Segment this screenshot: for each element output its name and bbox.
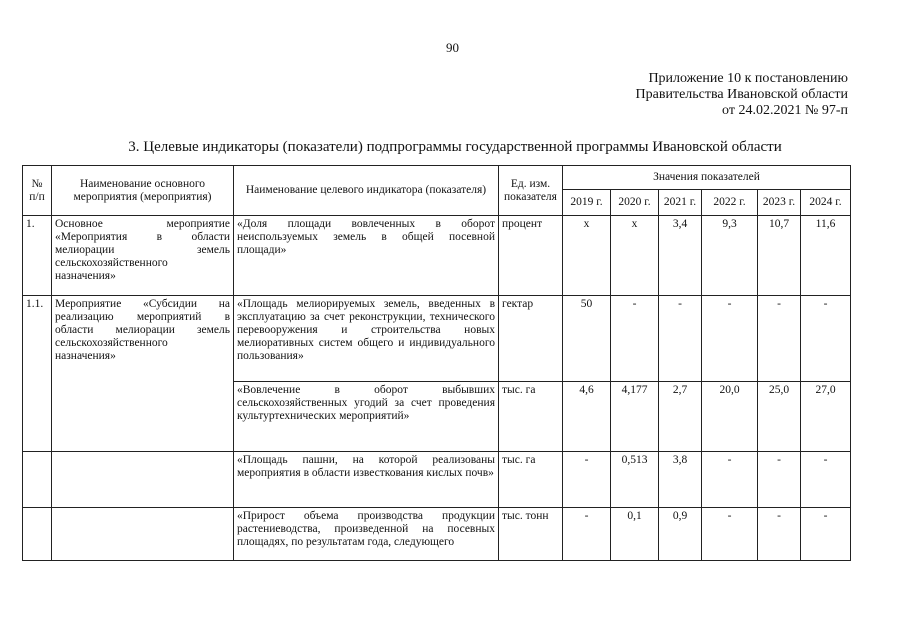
row-unit: тыс. га: [499, 452, 563, 508]
row-value: -: [758, 452, 801, 508]
header-event: Наименование основного мероприятия (мероприятия): [52, 166, 234, 216]
row-unit: процент: [499, 216, 563, 296]
row-value: -: [702, 452, 758, 508]
row-event: [52, 508, 234, 561]
header-indicator: Наименование целевого индикатора (показателя): [234, 166, 499, 216]
appendix-line-1: Приложение 10 к постановлению: [648, 71, 848, 86]
header-year: 2019 г.: [563, 190, 611, 216]
row-event: Мероприятие «Субсидии на реализацию мероприятий в области мелиорации земель сельскохозяйственного назначения»: [52, 296, 234, 452]
row-unit: гектар: [499, 296, 563, 382]
row-value: -: [611, 296, 659, 382]
row-event: Основное мероприятие «Мероприятия в области мелиорации земель сельскохозяйственного назначения»: [52, 216, 234, 296]
row-value: 4,177: [611, 382, 659, 452]
row-unit: тыс. тонн: [499, 508, 563, 561]
row-value: -: [563, 508, 611, 561]
header-year: 2020 г.: [611, 190, 659, 216]
section-title: 3. Целевые индикаторы (показатели) подпрограммы государственной программы Ивановской области: [128, 139, 782, 155]
row-unit: тыс. га: [499, 382, 563, 452]
header-year: 2024 г.: [801, 190, 851, 216]
row-value: -: [758, 508, 801, 561]
row-value: 0,513: [611, 452, 659, 508]
row-num: [23, 508, 52, 561]
row-value: х: [611, 216, 659, 296]
row-value: -: [563, 452, 611, 508]
row-value: 3,4: [659, 216, 702, 296]
appendix-line-3: от 24.02.2021 № 97-п: [722, 103, 848, 118]
indicators-table: [22, 165, 851, 561]
row-indicator: «Площадь пашни, на которой реализованы мероприятия в области известкования кислых почв»: [234, 452, 499, 508]
row-value: 4,6: [563, 382, 611, 452]
row-value: -: [801, 508, 851, 561]
table-row: [23, 508, 851, 561]
row-value: -: [702, 508, 758, 561]
appendix-reference: [636, 71, 848, 119]
row-value: 3,8: [659, 452, 702, 508]
row-indicator: «Площадь мелиорируемых земель, введенных в эксплуатацию за счет реконструкции, технического перевооружения и строительства новых мелиоративных систем общего и индивидуального пользования»: [234, 296, 499, 382]
row-value: 25,0: [758, 382, 801, 452]
row-value: -: [801, 296, 851, 382]
table-row: [23, 452, 851, 508]
row-value: 11,6: [801, 216, 851, 296]
row-value: 50: [563, 296, 611, 382]
row-value: 0,1: [611, 508, 659, 561]
appendix-line-2: Правительства Ивановской области: [635, 87, 848, 102]
row-value: -: [702, 296, 758, 382]
row-indicator: «Доля площади вовлеченных в оборот неиспользуемых земель в общей посевной площади»: [234, 216, 499, 296]
row-indicator: «Прирост объема производства продукции растениеводства, произведенной на посевных площадях, по результатам года, следующего: [234, 508, 499, 561]
row-event: [52, 452, 234, 508]
header-values: Значения показателей: [563, 166, 851, 190]
row-num: 1.: [23, 216, 52, 296]
header-unit: Ед. изм. показателя: [499, 166, 563, 216]
row-value: -: [758, 296, 801, 382]
row-value: х: [563, 216, 611, 296]
header-year: 2023 г.: [758, 190, 801, 216]
header-year: 2022 г.: [702, 190, 758, 216]
table-row: [23, 296, 851, 382]
row-value: 9,3: [702, 216, 758, 296]
row-indicator: «Вовлечение в оборот выбывших сельскохозяйственных угодий за счет проведения культуртехнических мероприятий»: [234, 382, 499, 452]
row-value: 20,0: [702, 382, 758, 452]
header-year: 2021 г.: [659, 190, 702, 216]
row-num: [23, 452, 52, 508]
table-row: [23, 216, 851, 296]
row-value: 0,9: [659, 508, 702, 561]
row-value: -: [659, 296, 702, 382]
row-value: 10,7: [758, 216, 801, 296]
row-value: -: [801, 452, 851, 508]
page-number: 90: [446, 40, 459, 55]
row-value: 2,7: [659, 382, 702, 452]
header-num: № п/п: [23, 166, 52, 216]
table-header-row: [23, 166, 851, 190]
row-value: 27,0: [801, 382, 851, 452]
row-num: 1.1.: [23, 296, 52, 452]
